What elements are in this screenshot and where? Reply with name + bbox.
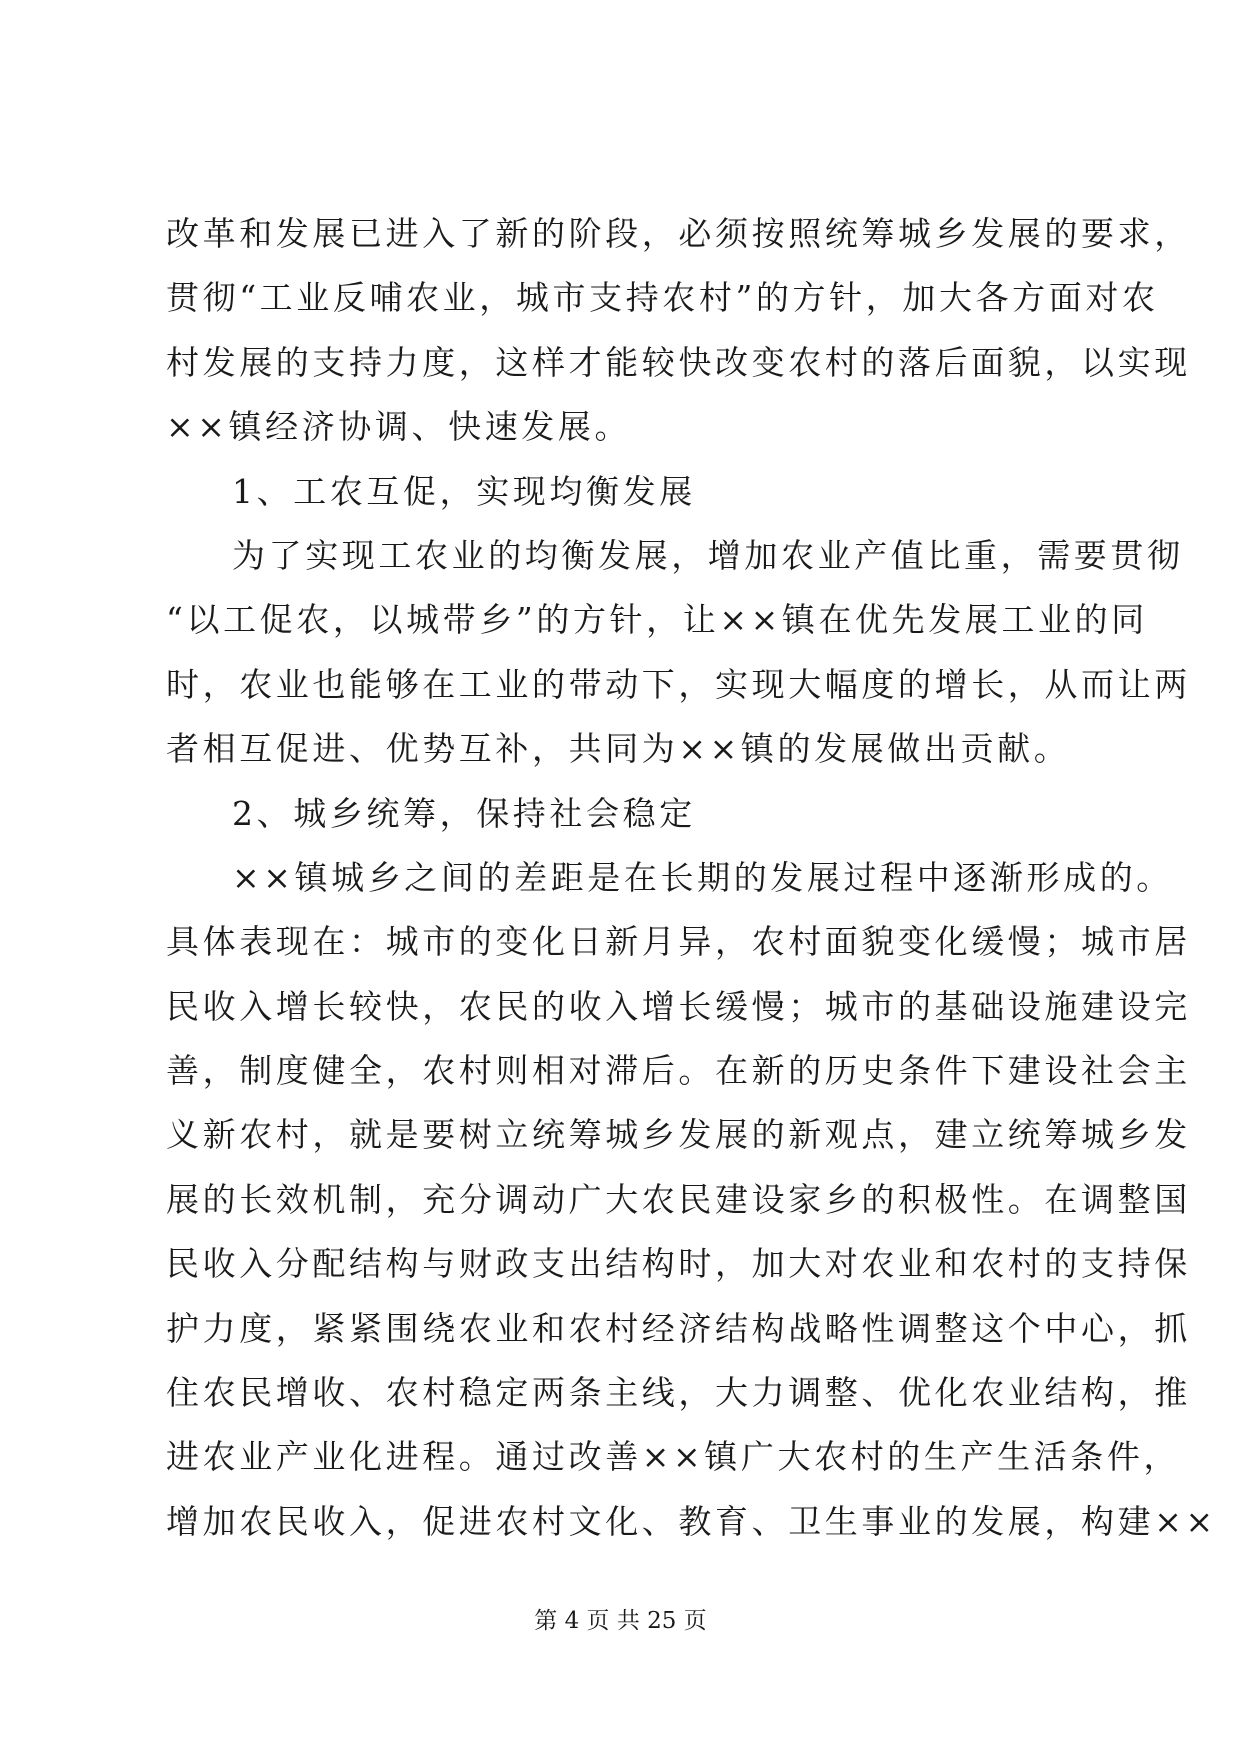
text-line: ××镇城乡之间的差距是在长期的发展过程中逐渐形成的。 bbox=[232, 857, 1173, 897]
text-line: 村发展的支持力度，这样才能较快改变农村的落后面貌，以实现 bbox=[166, 342, 1191, 382]
text-line: 护力度，紧紧围绕农业和农村经济结构战略性调整这个中心，抓 bbox=[166, 1308, 1191, 1348]
text-line: 者相互促进、优势互补，共同为××镇的发展做出贡献。 bbox=[166, 729, 1071, 769]
text-line: 进农业产业化进程。通过改善××镇广大农村的生产生活条件， bbox=[166, 1437, 1181, 1477]
section-heading-1: 1、工农互促，实现均衡发展 bbox=[232, 471, 696, 511]
text-line: 贯彻“工业反哺农业，城市支持农村”的方针，加大各方面对农 bbox=[166, 278, 1159, 318]
text-line: 改革和发展已进入了新的阶段，必须按照统筹城乡发展的要求， bbox=[166, 214, 1191, 253]
body-text bbox=[166, 202, 1217, 1554]
text-line: 住农民增收、农村稳定两条主线，大力调整、优化农业结构，推 bbox=[166, 1373, 1191, 1413]
text-line: 义新农村，就是要树立统筹城乡发展的新观点，建立统筹城乡发 bbox=[166, 1115, 1191, 1155]
page-number-footer: 第 4 页 共 25 页 bbox=[534, 1608, 707, 1634]
text-line: 展的长效机制，充分调动广大农民建设家乡的积极性。在调整国 bbox=[166, 1179, 1191, 1219]
text-line: 民收入增长较快，农民的收入增长缓慢；城市的基础设施建设完 bbox=[166, 986, 1191, 1026]
text-line: 具体表现在：城市的变化日新月异，农村面貌变化缓慢；城市居 bbox=[166, 922, 1191, 962]
text-line: 善，制度健全，农村则相对滞后。在新的历史条件下建设社会主 bbox=[166, 1051, 1191, 1091]
text-line: 增加农民收入，促进农村文化、教育、卫生事业的发展，构建×× bbox=[166, 1501, 1217, 1541]
text-line: “以工促农，以城带乡”的方针，让××镇在优先发展工业的同 bbox=[166, 600, 1148, 640]
section-heading-2: 2、城乡统筹，保持社会稳定 bbox=[232, 793, 696, 833]
text-line: 民收入分配结构与财政支出结构时，加大对农业和农村的支持保 bbox=[166, 1244, 1191, 1284]
text-line: 时，农业也能够在工业的带动下，实现大幅度的增长，从而让两 bbox=[166, 664, 1191, 704]
text-line: 为了实现工农业的均衡发展，增加农业产值比重，需要贯彻 bbox=[232, 535, 1184, 575]
text-line: ××镇经济协调、快速发展。 bbox=[166, 407, 632, 447]
